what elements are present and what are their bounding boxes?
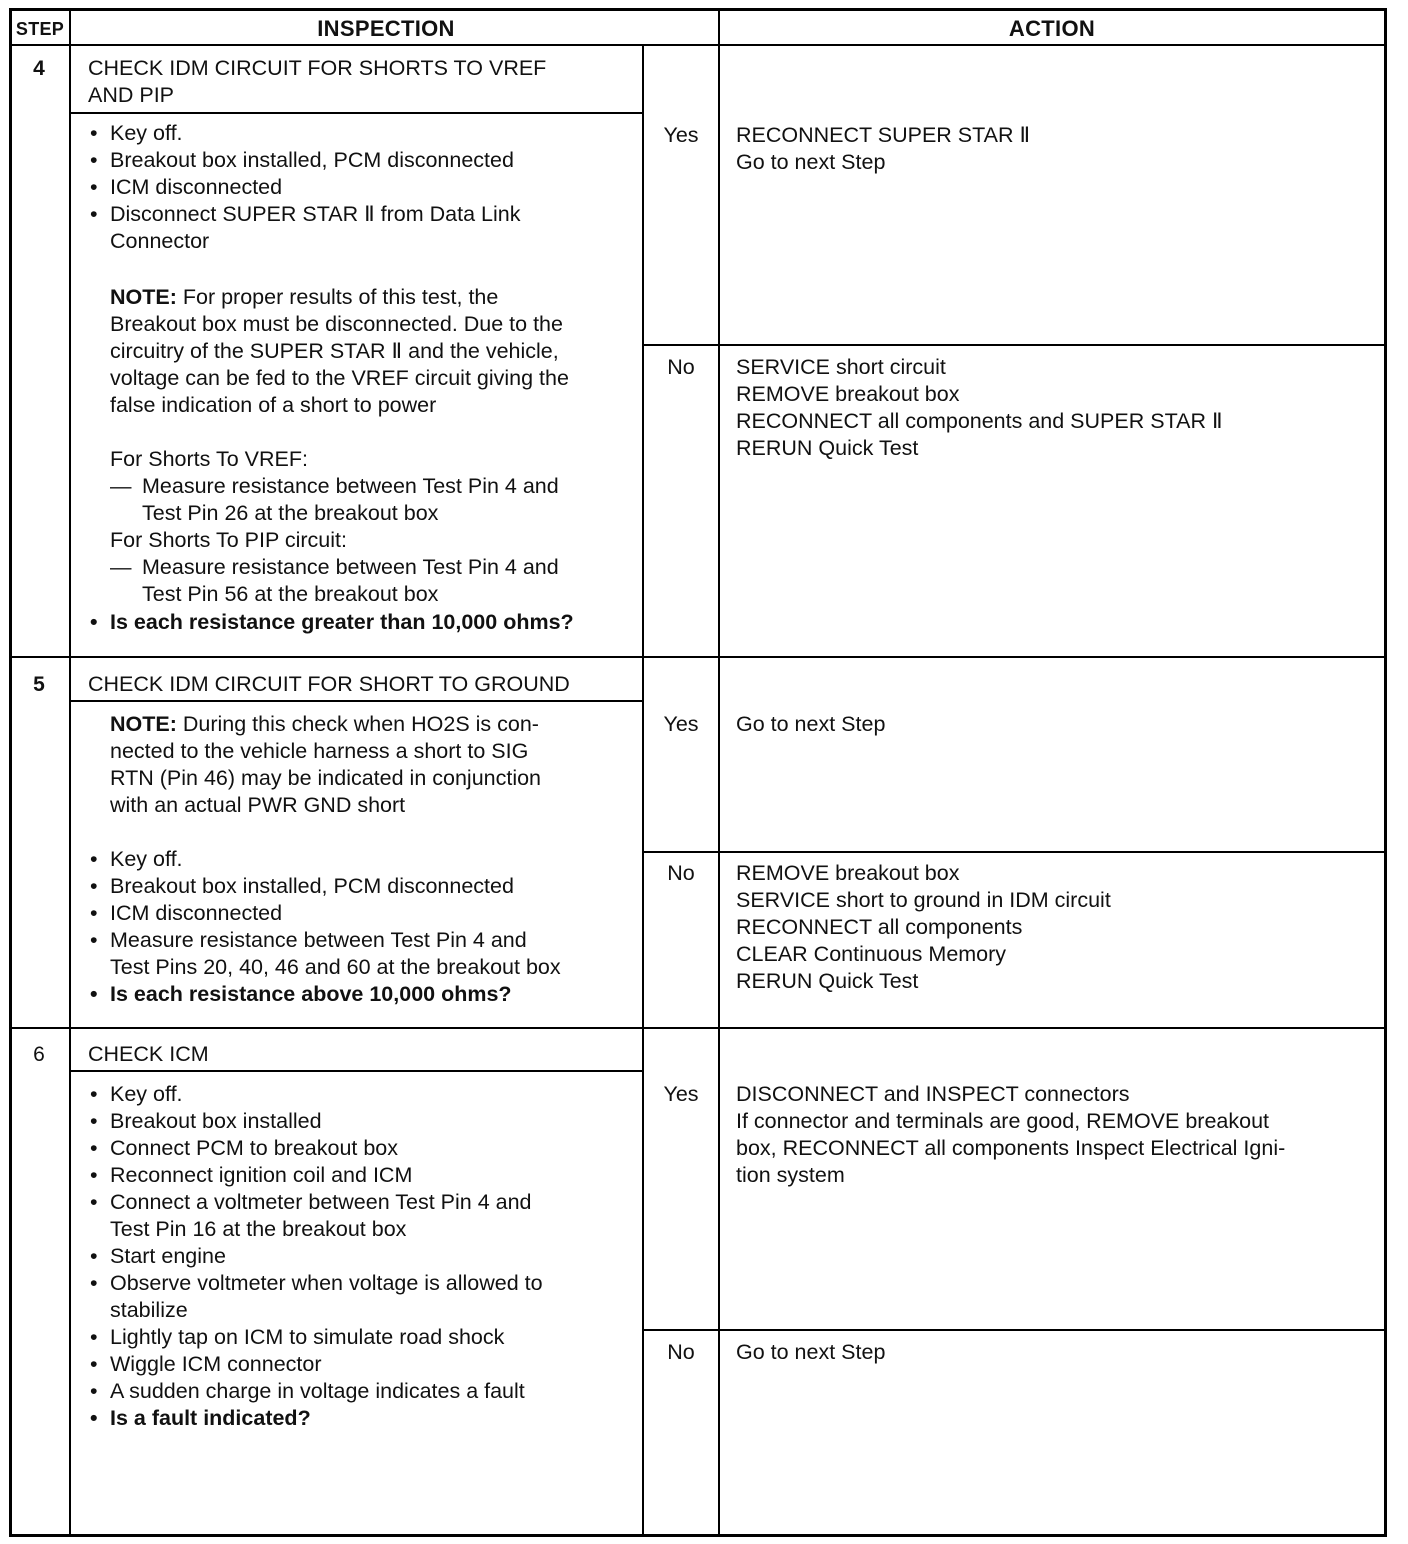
step-number: 4 bbox=[33, 57, 45, 80]
no-label: No bbox=[667, 355, 695, 379]
list-item: • Key off. bbox=[88, 846, 527, 873]
note-text: RTN (Pin 46) may be indicated in conjunction bbox=[110, 766, 542, 790]
step4-title-underline bbox=[69, 112, 644, 114]
header-action: ACTION bbox=[1008, 16, 1096, 41]
list-item: • Start engine bbox=[88, 1243, 543, 1270]
border-bottom bbox=[9, 1534, 1387, 1537]
note-block bbox=[110, 284, 569, 419]
step-title-line: CHECK IDM CIRCUIT FOR SHORTS TO VREF bbox=[88, 56, 547, 80]
note-text: Breakout box must be disconnected. Due to the bbox=[110, 312, 563, 336]
pip-text: Measure resistance between Test Pin 4 and bbox=[142, 555, 559, 579]
list-item: • A sudden charge in voltage indicates a fault bbox=[88, 1378, 543, 1405]
list-item-continued: Connector bbox=[110, 229, 210, 253]
inspection-list bbox=[88, 120, 520, 228]
action-line: If connector and terminals are good, REMOVE breakout bbox=[736, 1109, 1269, 1133]
list-item: • Wiggle ICM connector bbox=[88, 1351, 543, 1378]
action-line: RERUN Quick Test bbox=[736, 969, 919, 993]
action-line: Go to next Step bbox=[736, 1340, 886, 1364]
action-line: Go to next Step bbox=[736, 712, 886, 736]
step-title bbox=[88, 55, 546, 109]
action-line: RECONNECT all components and SUPER STAR Ⅱ bbox=[736, 409, 1223, 433]
note-text: circuitry of the SUPER STAR Ⅱ and the vehicle, bbox=[110, 339, 559, 363]
note-text: During this check when HO2S is con- bbox=[176, 712, 539, 736]
note-block bbox=[110, 711, 541, 819]
dash: — bbox=[110, 474, 132, 498]
no-label: No bbox=[667, 1340, 695, 1364]
action-line: RECONNECT all components bbox=[736, 915, 1023, 939]
no-action bbox=[736, 1339, 885, 1366]
action-line: RECONNECT SUPER STAR Ⅱ bbox=[736, 123, 1031, 147]
list-item: • ICM disconnected bbox=[88, 174, 520, 201]
action-line: DISCONNECT and INSPECT connectors bbox=[736, 1082, 1130, 1106]
yes-action bbox=[736, 1081, 1285, 1189]
note-label: NOTE: bbox=[110, 712, 177, 736]
action-line: box, RECONNECT all components Inspect Electrical Igni- bbox=[736, 1136, 1286, 1160]
note-text: voltage can be fed to the VREF circuit giving the bbox=[110, 366, 569, 390]
yes-action bbox=[736, 711, 885, 738]
yesno-col-divider bbox=[642, 44, 644, 1537]
action-line: SERVICE short to ground in IDM circuit bbox=[736, 888, 1111, 912]
pip-heading: For Shorts To PIP circuit: bbox=[110, 528, 347, 552]
no-action bbox=[736, 860, 1111, 995]
step-number: 5 bbox=[33, 673, 45, 696]
step-number: 6 bbox=[33, 1043, 45, 1066]
step6-yes-no-divider bbox=[642, 1329, 1387, 1331]
list-item: • Breakout box installed, PCM disconnected bbox=[88, 873, 527, 900]
yes-label: Yes bbox=[663, 1082, 699, 1106]
yes-label: Yes bbox=[663, 123, 699, 147]
vref-text: Measure resistance between Test Pin 4 and bbox=[142, 474, 559, 498]
list-item-text: Observe voltmeter when voltage is allowed to bbox=[110, 1271, 543, 1295]
border-left bbox=[9, 8, 12, 1537]
step4-yes-no-divider bbox=[642, 344, 1387, 346]
step-title: CHECK IDM CIRCUIT FOR SHORT TO GROUND bbox=[88, 672, 570, 696]
action-col-divider bbox=[718, 8, 720, 1537]
yes-action bbox=[736, 122, 1030, 176]
action-line: tion system bbox=[736, 1163, 845, 1187]
list-item: • ICM disconnected bbox=[88, 900, 527, 927]
list-item: • Breakout box installed, PCM disconnected bbox=[88, 147, 520, 174]
list-item bbox=[88, 1189, 543, 1243]
no-action bbox=[736, 354, 1223, 462]
step6-title-underline bbox=[69, 1070, 644, 1072]
note-text: false indication of a short to power bbox=[110, 393, 437, 417]
note-text: nected to the vehicle harness a short to SIG bbox=[110, 739, 529, 763]
border-top bbox=[9, 8, 1387, 11]
action-line: REMOVE breakout box bbox=[736, 382, 960, 406]
step5-yes-no-divider bbox=[642, 851, 1387, 853]
note-label: NOTE: bbox=[110, 285, 177, 309]
question: • Is each resistance greater than 10,000 ohms? bbox=[88, 609, 574, 636]
question: • Is each resistance above 10,000 ohms? bbox=[88, 981, 512, 1008]
list-item-text: stabilize bbox=[110, 1298, 188, 1322]
list-item-text: Connect a voltmeter between Test Pin 4 and bbox=[110, 1190, 532, 1214]
note-text: For proper results of this test, the bbox=[176, 285, 499, 309]
no-label: No bbox=[667, 861, 695, 885]
inspection-list bbox=[88, 1081, 543, 1432]
list-item-continued: Test Pins 20, 40, 46 and 60 at the breakout box bbox=[110, 955, 561, 979]
border-right bbox=[1384, 8, 1387, 1537]
step5-title-underline bbox=[69, 700, 644, 702]
note-text: with an actual PWR GND short bbox=[110, 793, 406, 817]
list-item: • Measure resistance between Test Pin 4 and bbox=[88, 927, 527, 954]
inspection-list bbox=[88, 846, 527, 954]
vref-block bbox=[110, 446, 559, 608]
action-line: RERUN Quick Test bbox=[736, 436, 919, 460]
action-line: REMOVE breakout box bbox=[736, 861, 960, 885]
list-item: • Disconnect SUPER STAR Ⅱ from Data Link bbox=[88, 201, 520, 228]
step5-bottom bbox=[9, 1027, 1387, 1029]
question: • Is a fault indicated? bbox=[88, 1405, 543, 1432]
vref-text: Test Pin 26 at the breakout box bbox=[142, 501, 439, 525]
list-item: • Breakout box installed bbox=[88, 1108, 543, 1135]
step-col-divider bbox=[69, 8, 71, 1537]
pip-text: Test Pin 56 at the breakout box bbox=[142, 582, 439, 606]
step-title: CHECK ICM bbox=[88, 1042, 209, 1066]
step4-bottom bbox=[9, 656, 1387, 658]
question-list bbox=[88, 609, 574, 636]
action-line: SERVICE short circuit bbox=[736, 355, 946, 379]
list-item-text: Test Pin 16 at the breakout box bbox=[110, 1217, 407, 1241]
header-step: STEP bbox=[15, 19, 65, 39]
question-list bbox=[88, 981, 512, 1008]
action-line: CLEAR Continuous Memory bbox=[736, 942, 1007, 966]
vref-heading: For Shorts To VREF: bbox=[110, 447, 308, 471]
header-inspection: INSPECTION bbox=[317, 16, 455, 41]
list-item: • Key off. bbox=[88, 120, 520, 147]
list-item: • Connect PCM to breakout box bbox=[88, 1135, 543, 1162]
yes-label: Yes bbox=[663, 712, 699, 736]
action-line: Go to next Step bbox=[736, 150, 886, 174]
list-item bbox=[88, 1270, 543, 1324]
dash: — bbox=[110, 555, 132, 579]
list-item: • Reconnect ignition coil and ICM bbox=[88, 1162, 543, 1189]
header-divider bbox=[9, 44, 1387, 46]
list-item: • Key off. bbox=[88, 1081, 543, 1108]
step-title-line: AND PIP bbox=[88, 83, 175, 107]
list-item: • Lightly tap on ICM to simulate road shock bbox=[88, 1324, 543, 1351]
